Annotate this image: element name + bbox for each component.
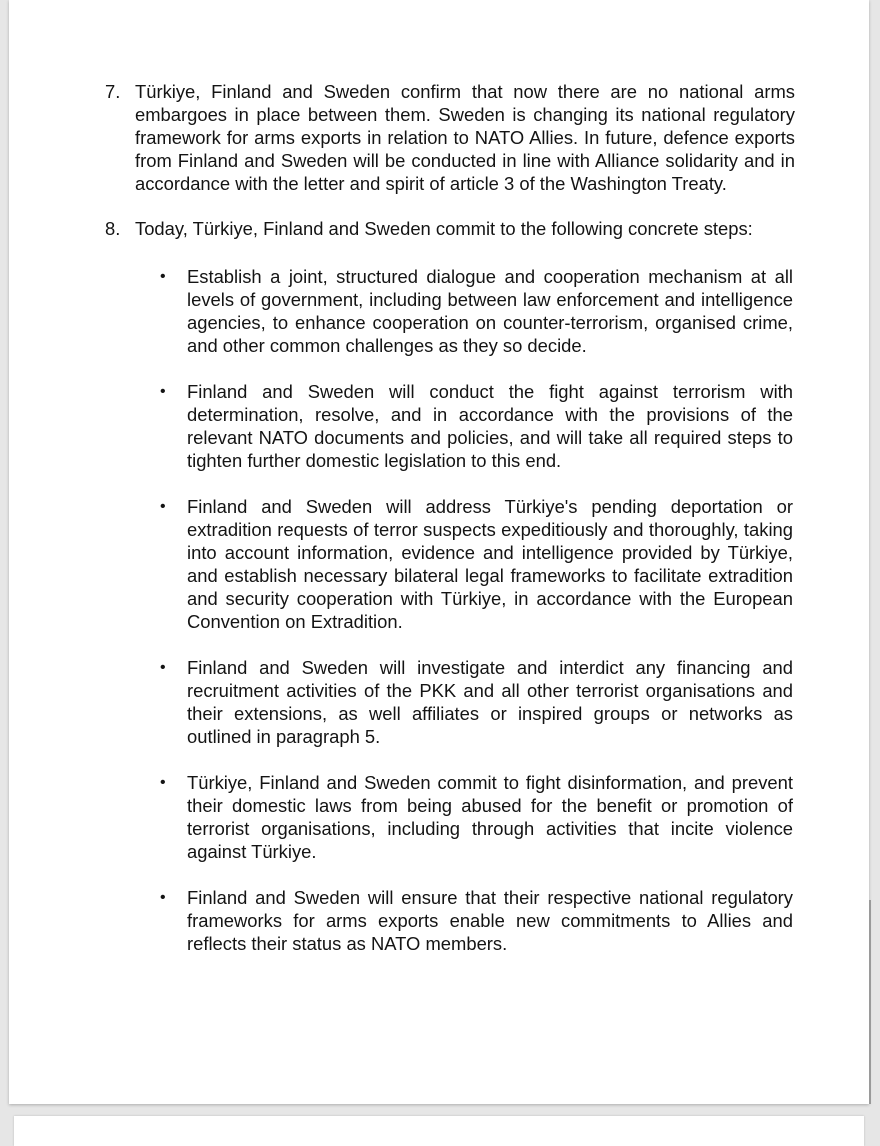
list-item (157, 771, 795, 863)
document-page (9, 0, 869, 1104)
list-item-text: Establish a joint, structured dialogue and cooperation mechanism at all levels of government, including between law enforcement and intelligence agencies, to enhance cooperation on counter-terrorism, organised crime, and other common challenges as they so decide. (187, 266, 793, 356)
paragraph-text: Türkiye, Finland and Sweden confirm that now there are no national arms embargoes in place between them. Sweden is changing its national regulatory framework for arms exports in relation to NATO Allies. In future, defence exports from Finland and Sweden will be conducted in line with Alliance solidarity and in accordance with the letter and spirit of article 3 of the Washington Treaty. (135, 81, 795, 194)
paragraph-8 (95, 217, 795, 240)
bullet-icon: • (160, 498, 166, 515)
list-item-text: Finland and Sweden will investigate and interdict any financing and recruitment activities of the PKK and all other terrorist organisations and their extensions, as well affiliates or inspired groups or networks as outlined in paragraph 5. (187, 657, 793, 747)
next-page-edge (14, 1116, 864, 1146)
commitment-list (95, 265, 795, 955)
list-item (157, 265, 795, 357)
list-item (157, 495, 795, 633)
document-body (95, 80, 795, 978)
list-item-text: Türkiye, Finland and Sweden commit to fight disinformation, and prevent their domestic laws from being abused for the benefit or promotion of terrorist organisations, including through activities that incite violence against Türkiye. (187, 772, 793, 862)
bullet-icon: • (160, 383, 166, 400)
bullet-icon: • (160, 659, 166, 676)
list-item (157, 656, 795, 748)
bullet-icon: • (160, 889, 166, 906)
paragraph-text: Today, Türkiye, Finland and Sweden commit to the following concrete steps: (135, 218, 753, 239)
paragraph-number: 8. (105, 218, 121, 239)
list-item (157, 380, 795, 472)
list-item-text: Finland and Sweden will conduct the fight against terrorism with determination, resolve, and in accordance with the provisions of the relevant NATO documents and policies, and will take all required steps to tighten further domestic legislation to this end. (187, 381, 793, 471)
paragraph-number: 7. (105, 81, 121, 102)
list-item-text: Finland and Sweden will ensure that their respective national regulatory frameworks for arms exports enable new commitments to Allies and reflects their status as NATO members. (187, 887, 793, 954)
list-item-text: Finland and Sweden will address Türkiye's pending deportation or extradition requests of terror suspects expeditiously and thoroughly, taking into account information, evidence and intelligence provided by Türkiye, and establish necessary bilateral legal frameworks to facilitate extradition and security cooperation with Türkiye, in accordance with the European Convention on Extradition. (187, 496, 793, 632)
paragraph-7 (95, 80, 795, 195)
list-item (157, 886, 795, 955)
bullet-icon: • (160, 774, 166, 791)
bullet-icon: • (160, 268, 166, 285)
